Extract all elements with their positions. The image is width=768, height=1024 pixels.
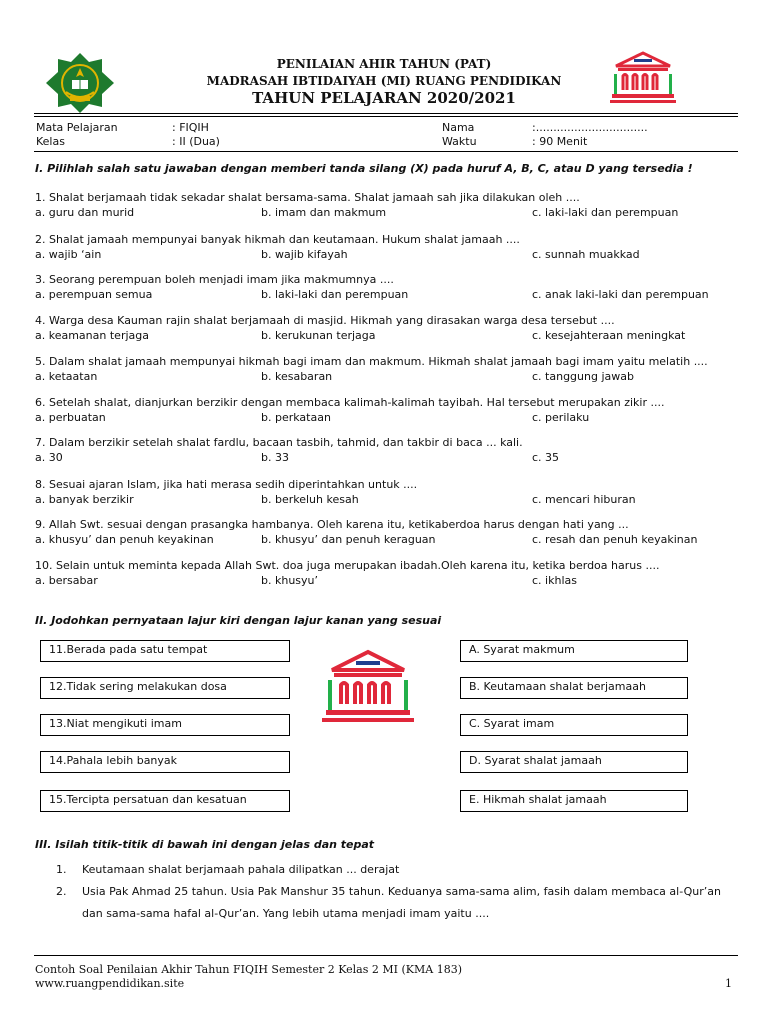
section-3-instruction: III. Isilah titik-titik di bawah ini dengan jelas dan tepat bbox=[35, 838, 375, 851]
header-rule-bottom bbox=[34, 116, 738, 117]
question-9-option-a: a. khusyu’ dan penuh keyakinan bbox=[35, 533, 214, 546]
question-9-option-b: b. khusyu’ dan penuh keraguan bbox=[261, 533, 436, 546]
match-left-12: 12.Tidak sering melakukan dosa bbox=[40, 677, 290, 699]
match-left-14: 14.Pahala lebih banyak bbox=[40, 751, 290, 773]
question-3-option-b: b. laki-laki dan perempuan bbox=[261, 288, 409, 301]
question-2-option-a: a. wajib ‘ain bbox=[35, 248, 102, 261]
academic-year: TAHUN PELAJARAN 2020/2021 bbox=[252, 89, 516, 107]
question-9-option-c: c. resah dan penuh keyakinan bbox=[532, 533, 698, 546]
question-6-option-a: a. perbuatan bbox=[35, 411, 106, 424]
match-left-15: 15.Tercipta persatuan dan kesatuan bbox=[40, 790, 290, 812]
question-4-text: 4. Warga desa Kauman rajin shalat berjamaah di masjid. Hikmah yang dirasakan warga desa tersebut .... bbox=[35, 314, 615, 327]
question-7-text: 7. Dalam berzikir setelah shalat fardlu, bacaan tasbih, tahmid, dan takbir di baca ... kali. bbox=[35, 436, 523, 449]
question-5-option-c: c. tanggung jawab bbox=[532, 370, 634, 383]
question-4-option-b: b. kerukunan terjaga bbox=[261, 329, 376, 342]
class-label: Kelas bbox=[36, 135, 65, 148]
footer-title: Contoh Soal Penilaian Akhir Tahun FIQIH Semester 2 Kelas 2 MI (KMA 183) bbox=[35, 963, 462, 976]
match-left-13: 13.Niat mengikuti imam bbox=[40, 714, 290, 736]
time-label: Waktu bbox=[442, 135, 477, 148]
question-1-option-c: c. laki-laki dan perempuan bbox=[532, 206, 679, 219]
essay-1-number: 1. bbox=[56, 863, 67, 876]
question-10-text: 10. Selain untuk meminta kepada Allah Swt. doa juga merupakan ibadah.Oleh karena itu, ketika berdoa harus .... bbox=[35, 559, 660, 572]
footer-rule bbox=[34, 955, 738, 956]
question-3-option-a: a. perempuan semua bbox=[35, 288, 153, 301]
question-2-option-c: c. sunnah muakkad bbox=[532, 248, 640, 261]
match-right-c: C. Syarat imam bbox=[460, 714, 688, 736]
question-10-option-c: c. ikhlas bbox=[532, 574, 577, 587]
section-2-instruction: II. Jodohkan pernyataan lajur kiri dengan lajur kanan yang sesuai bbox=[35, 614, 442, 627]
question-3-text: 3. Seorang perempuan boleh menjadi imam jika makmumnya .... bbox=[35, 273, 394, 286]
question-5-text: 5. Dalam shalat jamaah mempunyai hikmah bagi imam dan makmum. Hikmah shalat jamaah bagi imam yaitu melatih .... bbox=[35, 355, 708, 368]
question-4-option-c: c. kesejahteraan meningkat bbox=[532, 329, 686, 342]
class-value: : II (Dua) bbox=[172, 135, 220, 148]
question-1-text: 1. Shalat berjamaah tidak sekadar shalat bersama-sama. Shalat jamaah sah jika dilakukan oleh .... bbox=[35, 191, 580, 204]
essay-2-text-line2: dan sama-sama hafal al-Qur’an. Yang lebih utama menjadi imam yaitu .... bbox=[82, 907, 490, 920]
question-8-option-c: c. mencari hiburan bbox=[532, 493, 636, 506]
question-7-option-c: c. 35 bbox=[532, 451, 560, 464]
essay-1-text: Keutamaan shalat berjamaah pahala dilipatkan ... derajat bbox=[82, 863, 400, 876]
match-right-b: B. Keutamaan shalat berjamaah bbox=[460, 677, 688, 699]
question-8-text: 8. Sesuai ajaran Islam, jika hati merasa sedih diperintahkan untuk .... bbox=[35, 478, 418, 491]
match-right-e: E. Hikmah shalat jamaah bbox=[460, 790, 688, 812]
essay-2-text-line1: Usia Pak Ahmad 25 tahun. Usia Pak Manshur 35 tahun. Keduanya sama-sama alim, fasih dalam membaca al-Qur’an bbox=[82, 885, 721, 898]
school-building-center-icon bbox=[318, 648, 418, 730]
question-6-option-c: c. perilaku bbox=[532, 411, 590, 424]
question-1-option-b: b. imam dan makmum bbox=[261, 206, 387, 219]
footer-website: www.ruangpendidikan.site bbox=[35, 977, 185, 990]
question-4-option-a: a. keamanan terjaga bbox=[35, 329, 149, 342]
question-2-option-b: b. wajib kifayah bbox=[261, 248, 348, 261]
name-label: Nama bbox=[442, 121, 475, 134]
section-1-instruction: I. Pilihlah salah satu jawaban dengan memberi tanda silang (X) pada huruf A, B, C, atau D yang tersedia ! bbox=[35, 162, 693, 175]
essay-2-number: 2. bbox=[56, 885, 67, 898]
question-6-text: 6. Setelah shalat, dianjurkan berzikir dengan membaca kalimah-kalimah tayibah. Hal tersebut merupakan zikir .... bbox=[35, 396, 665, 409]
subject-value: : FIQIH bbox=[172, 121, 209, 134]
exam-title: PENILAIAN AHIR TAHUN (PAT) bbox=[276, 57, 492, 71]
time-value: : 90 Menit bbox=[532, 135, 588, 148]
info-rule bbox=[34, 151, 738, 152]
question-3-option-c: c. anak laki-laki dan perempuan bbox=[532, 288, 709, 301]
question-8-option-b: b. berkeluh kesah bbox=[261, 493, 359, 506]
page-number: 1 bbox=[725, 977, 732, 990]
question-8-option-a: a. banyak berzikir bbox=[35, 493, 134, 506]
question-2-text: 2. Shalat jamaah mempunyai banyak hikmah dan keutamaan. Hukum shalat jamaah .... bbox=[35, 233, 520, 246]
subject-label: Mata Pelajaran bbox=[36, 121, 118, 134]
question-7-option-b: b. 33 bbox=[261, 451, 289, 464]
question-9-text: 9. Allah Swt. sesuai dengan prasangka hambanya. Oleh karena itu, ketikaberdoa harus dengan hati yang ... bbox=[35, 518, 629, 531]
question-5-option-b: b. kesabaran bbox=[261, 370, 333, 383]
question-10-option-b: b. khusyu’ bbox=[261, 574, 318, 587]
match-right-a: A. Syarat makmum bbox=[460, 640, 688, 662]
question-7-option-a: a. 30 bbox=[35, 451, 63, 464]
question-10-option-a: a. bersabar bbox=[35, 574, 98, 587]
match-right-d: D. Syarat shalat jamaah bbox=[460, 751, 688, 773]
question-1-option-a: a. guru dan murid bbox=[35, 206, 135, 219]
question-6-option-b: b. perkataan bbox=[261, 411, 331, 424]
header-rule-top bbox=[34, 113, 738, 114]
name-field: :................................ bbox=[532, 121, 648, 134]
match-left-11: 11.Berada pada satu tempat bbox=[40, 640, 290, 662]
question-5-option-a: a. ketaatan bbox=[35, 370, 98, 383]
school-name: MADRASAH IBTIDAIYAH (MI) RUANG PENDIDIKAN bbox=[206, 74, 562, 88]
